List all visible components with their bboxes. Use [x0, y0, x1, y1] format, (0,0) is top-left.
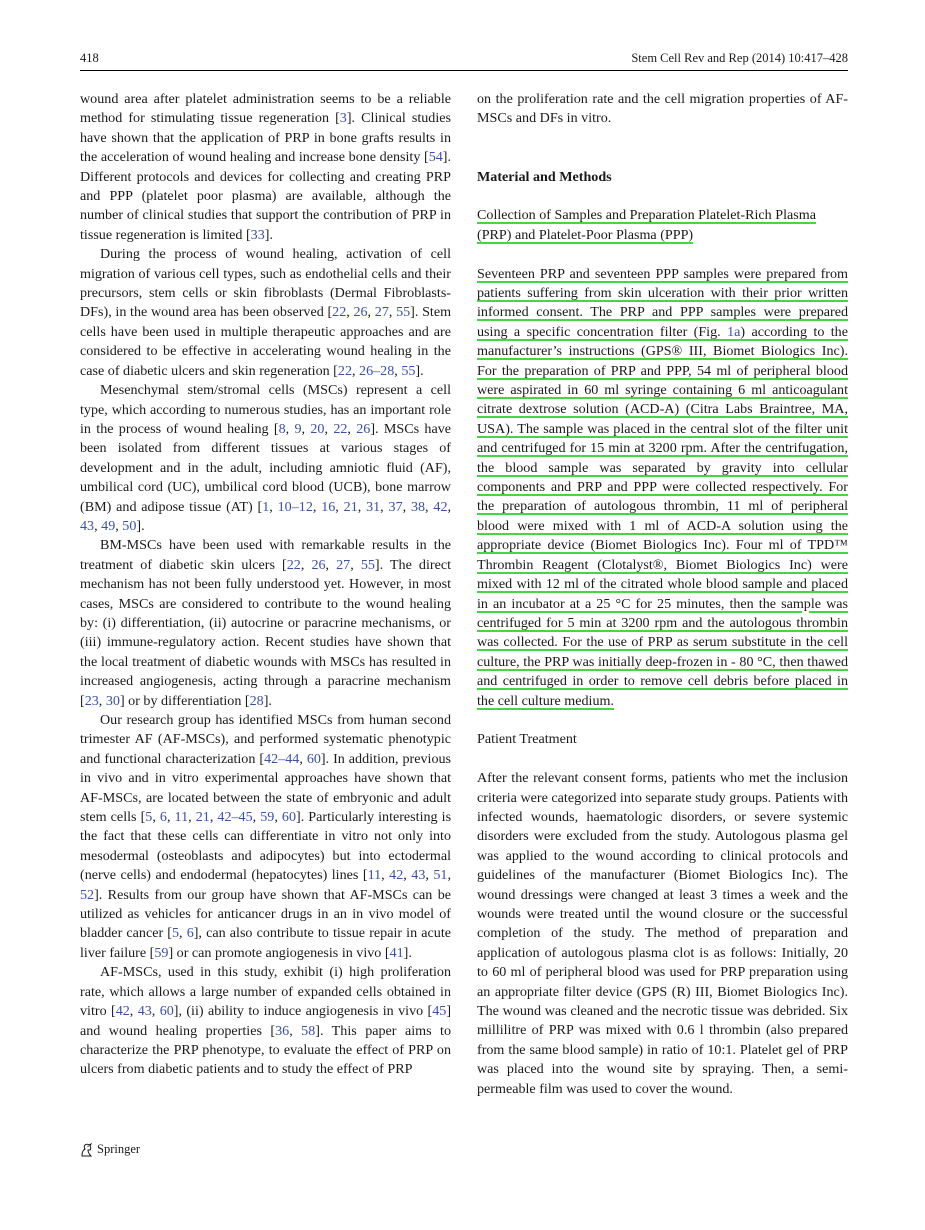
text-run: , [274, 809, 282, 826]
running-header [80, 51, 848, 71]
publisher-footer [80, 1142, 140, 1157]
text-run: ]. Results from our group have shown that AF-MSCs can be utilized as vehicles for anticancer drugs in an in vivo model of bladder cancer [ [80, 886, 451, 942]
text-run: , [299, 750, 307, 767]
text-run: , [346, 304, 354, 321]
text-run: After the relevant consent forms, patients who met the inclusion criteria were categorized into separate study groups. Patients with infected wounds, haematologic disorders, or severe systemic disorders were excluded from the study. Autologous plasma gel was applied to the wound according to clinical protocols and guidelines of the manufacturer (Biomet Biologics Inc). The wound dressings were changed at least 3 times a week and the wounds were treated until the wound closure or the successful completion of the study. The method of preparation and application of autologous plasma clot is as follows: Initially, 20 to 60 ml of peripheral blood was used for PRP preparation using an appropriate filter device (GPS (R) III, Biomet Biologics Inc). The wound was cleaned and the necrotic tissue was debrided. Six millilitre of PRP was mixed with 0.6 l thrombin (also prepared from the same blood sample) in ratio of 10:1. Platelet gel of PRP was placed into the wound site by spraying. Then, a semi- permeable film was used to cover the wound. [477, 770, 848, 1097]
citation-link[interactable]: 55 [401, 362, 416, 379]
text-run: , [301, 420, 311, 437]
text-run: , [403, 867, 412, 884]
citation-link[interactable]: 10–12 [277, 498, 313, 515]
citation-link[interactable]: 58 [301, 1022, 316, 1039]
citation-link[interactable]: 1 [262, 498, 270, 515]
paragraph [80, 711, 451, 963]
text-run: ]. [264, 226, 273, 243]
text-run: , [98, 692, 106, 709]
citation-link[interactable]: 6 [186, 925, 194, 942]
citation-link[interactable]: 9 [294, 420, 302, 437]
text-run: , [289, 1022, 302, 1039]
text-run: ] or by differentiation [ [119, 692, 250, 709]
citation-link[interactable]: 20 [310, 420, 325, 437]
citation-link[interactable]: 36 [275, 1022, 290, 1039]
paragraph [477, 769, 848, 1099]
text-run: ]. Stem cells have been used in multiple therapeutic approaches and are considered to be effective in accelerating wound healing in the case of diabetic ulcers and skin regeneration [ [80, 304, 452, 379]
citation-link[interactable]: 42 [433, 498, 448, 515]
subsection-heading-text: Collection of Samples and Preparation Platelet-Rich Plasma (PRP) and Platelet-Poor Plasma (PPP) [477, 207, 816, 243]
citation-link[interactable]: 11 [367, 867, 382, 884]
citation-link[interactable]: 50 [122, 517, 137, 534]
text-run: During the process of wound healing, activation of cell migration of various cell types, such as endothelial cells and their precursors, stem cells or skin fibroblasts (Dermal Fibroblasts-DFs), in the wound area has been observed [ [80, 246, 451, 321]
citation-link[interactable]: 59 [154, 944, 169, 961]
text-run: ], (ii) ability to induce angiogenesis in vivo [ [173, 1003, 433, 1020]
text-run: , [252, 809, 261, 826]
publisher-name: Springer [97, 1142, 141, 1156]
citation-link[interactable]: 52 [80, 886, 95, 903]
text-run: , [402, 498, 411, 515]
citation-link[interactable]: 27 [374, 304, 389, 321]
citation-link[interactable]: 11 [174, 809, 189, 826]
paragraph [80, 536, 451, 711]
citation-link[interactable]: 38 [410, 498, 426, 515]
text-run: , [115, 517, 123, 534]
text-run: , [151, 1003, 160, 1020]
citation-link[interactable]: 1a [727, 323, 741, 340]
citation-link[interactable]: 26 [311, 556, 326, 573]
citation-link[interactable]: 55 [396, 304, 411, 321]
text-run: ] and wound healing properties [ [80, 1003, 452, 1039]
text-run: ] or can promote angiogenesis in vivo [ [168, 944, 390, 961]
text-run: , [325, 556, 337, 573]
citation-link[interactable]: 33 [250, 226, 265, 243]
paragraph [80, 90, 451, 245]
text-run: ]. Particularly interesting is the fact that these cells can differentiate in vitro not only into mesodermal (osteoblasts and adipocytes) but into ectodermal (nerve cells) and endodermal (hepatocytes) lines [ [80, 809, 452, 884]
citation-link[interactable]: 45 [432, 1003, 447, 1020]
springer-horse-icon [80, 1143, 93, 1157]
text-run: Our research group has identified MSCs from human second trimester AF (AF-MSCs), and performed systematic phenotypic and functional characterization [ [80, 712, 451, 767]
citation-link[interactable]: 23 [84, 692, 99, 709]
text-run: ]. [403, 944, 412, 961]
text-run: , [285, 420, 295, 437]
text-run: BM-MSCs have been used with remarkable results in the treatment of diabetic skin ulcers [ [80, 537, 451, 573]
citation-link[interactable]: 22 [332, 304, 347, 321]
citation-link[interactable]: 31 [366, 498, 381, 515]
section-heading: Material and Methods [477, 168, 612, 185]
text-run: , [152, 809, 160, 826]
text-run: , [350, 556, 361, 573]
citation-link[interactable]: 5 [171, 925, 180, 942]
citation-link[interactable]: 60 [159, 1003, 174, 1020]
text-run: , [335, 498, 344, 515]
citation-link[interactable]: 21 [195, 809, 210, 826]
text-run: ]. Different protocols and devices for collecting and creating PRP and PPP (platelet poor plasma) are available, although the number of clinical studies that support the contribution of PRP in tissue regeneration is limited [ [80, 149, 451, 243]
citation-link[interactable]: 43 [137, 1003, 152, 1020]
citation-link[interactable]: 42–45 [217, 809, 253, 826]
page-number: 418 [80, 51, 99, 65]
paragraph [80, 381, 451, 536]
text-run: , [129, 1003, 138, 1020]
citation-link[interactable]: 41 [389, 944, 404, 961]
text-run: , [388, 304, 397, 321]
text-run: , [312, 498, 322, 515]
text-run: , [381, 867, 390, 884]
text-run: ]. [263, 692, 272, 709]
text-run: , [447, 867, 451, 884]
text-run: , [357, 498, 367, 515]
text-run: , [188, 809, 196, 826]
paragraph-highlighted [477, 265, 848, 711]
subsection-heading [477, 206, 848, 245]
citation-link[interactable]: 37 [388, 498, 403, 515]
citation-link[interactable]: 22 [333, 420, 348, 437]
citation-link[interactable]: 43 [80, 517, 95, 534]
citation-link[interactable]: 42–44 [264, 750, 300, 767]
text-run: , [179, 925, 187, 942]
text-run: , [425, 498, 434, 515]
citation-link[interactable]: 8 [278, 420, 286, 437]
citation-link[interactable]: 30 [105, 692, 120, 709]
citation-link[interactable]: 60 [306, 750, 321, 767]
text-run: , [94, 517, 102, 534]
text-run: , [351, 362, 360, 379]
paragraph [80, 245, 451, 381]
text-run: on the proliferation rate and the cell migration properties of AF-MSCs and DFs in vitro. [477, 91, 848, 127]
text-run: Seventeen PRP and seventeen PPP samples were prepared from patients suffering from skin ulceration with their prior written informed consent. The PRP and PPP samples were prepared using a specific concentration filter (Fig. [477, 265, 848, 340]
text-run: , [447, 498, 452, 515]
citation-link[interactable]: 43 [411, 867, 426, 884]
citation-link[interactable]: 5 [145, 809, 153, 826]
citation-link[interactable]: 55 [360, 556, 375, 573]
citation-link[interactable]: 22 [286, 556, 301, 573]
text-run: , [394, 362, 402, 379]
text-run: ], can also contribute to tissue repair in acute liver failure [ [80, 925, 452, 961]
text-run: ]. [415, 362, 424, 379]
citation-link[interactable]: 54 [428, 149, 443, 166]
paragraph [477, 90, 848, 129]
citation-link[interactable]: 60 [281, 809, 297, 826]
right-column [477, 90, 848, 1099]
text-run: , [166, 809, 175, 826]
text-run: , [380, 498, 389, 515]
text-run: , [269, 498, 278, 515]
citation-link[interactable]: 51 [433, 867, 448, 884]
text-run: , [367, 304, 375, 321]
citation-link[interactable]: 16 [321, 498, 336, 515]
citation-link[interactable]: 6 [159, 809, 167, 826]
citation-link[interactable]: 42 [389, 867, 404, 884]
subsection-heading: Patient Treatment [477, 731, 577, 748]
citation-link[interactable]: 42 [115, 1003, 130, 1020]
citation-link[interactable]: 27 [336, 556, 351, 573]
citation-link[interactable]: 59 [260, 809, 275, 826]
text-run: , [347, 420, 357, 437]
text-run: , [425, 867, 434, 884]
text-run: , [300, 556, 312, 573]
text-run: Mesenchymal stem/stromal cells (MSCs) represent a cell type, which according to numerous studies, has an important role in the process of wound healing [ [80, 382, 451, 437]
journal-citation: Stem Cell Rev and Rep (2014) 10:417–428 [631, 51, 848, 65]
text-run: ]. MSCs have been isolated from different tissues at various stages of development and in the adult, including amniotic fluid (AF), umbilical cord (UC), umbilical cord blood (UCB), bone marrow (BM) and adipose tissue (AT) [ [80, 420, 452, 515]
paragraph [80, 963, 451, 1079]
text-run: , [209, 809, 218, 826]
citation-link[interactable]: 26 [353, 304, 368, 321]
text-run: ]. In addition, previous in vivo and in vitro experimental approaches have shown that AF-MSCs, are located between the state of embryonic and adult stem cells [ [80, 750, 452, 826]
citation-link[interactable]: 49 [101, 517, 116, 534]
citation-link[interactable]: 3 [339, 110, 347, 127]
text-run: , [324, 420, 334, 437]
text-run: ) according to the manufacturer’s instructions (GPS® III, Biomet Biologics Inc). For the preparation of PRP and PPP, 54 ml of peripheral blood were aspirated in 60 ml syringe containing 6 ml anticoagulant citrate dextrose solution (ACD-A) (Citra Labs Braintree, MA, USA). The sample was placed in the central slot of the filter unit and centrifuged for 15 min at 3200 rpm. After the centrifugation, the blood sample was separated by gravity into cellular components and PRP and PPP were collected respectively. For the preparation of autologous thrombin, 11 ml of peripheral blood were mixed with 1 ml of ACD-A solution using the appropriate device (Biomet Biologics Inc). Four ml of TPD™ Thrombin Reagent (Clotalyst®, Biomet Biologics Inc) were mixed with 12 ml of the citrated whole blood sample and placed in an incubator at a 25 °C for 25 minutes, then the sample was centrifuged for 5 min at 3200 rpm and the autologous thrombin was collected. For the use of PRP as serum substitute in the cell culture, the PRP was initially deep-frozen in - 80 °C, then thawed and centrifuged in order to remove cell debris before placed in the cell culture medium. [477, 323, 848, 709]
left-column [80, 90, 451, 1080]
citation-link[interactable]: 26 [356, 420, 371, 437]
text-run: wound area after platelet administration seems to be a reliable method for stimulating tissue regeneration [ [80, 91, 451, 127]
text-run: ]. Clinical studies have shown that the application of PRP in bone grafts results in the acceleration of wound healing and increase bone density [ [80, 110, 451, 166]
citation-link[interactable]: 22 [337, 362, 352, 379]
text-run: ]. This paper aims to characterize the PRP phenotype, to evaluate the effect of PRP on ulcers from diabetic patients and to study the effect of PRP [80, 1022, 451, 1078]
citation-link[interactable]: 21 [343, 498, 358, 515]
citation-link[interactable]: 28 [249, 692, 264, 709]
text-run: ]. The direct mechanism has not been fully understood yet. However, in most cases, MSCs are considered to contribute to the wound healing by: (i) differentiation, (ii) autocrine or paracrine mechanisms, or (iii) immune-regulatory action. Recent studies have shown that the local treatment of diabetic wounds with MSCs has resulted in increased angiogenesis, acting through a paracrine mechanism [ [80, 556, 451, 709]
text-run: AF-MSCs, used in this study, exhibit (i) high proliferation rate, which allows a large number of expanded cells obtained in vitro [ [80, 964, 451, 1020]
text-run: ]. [136, 517, 145, 534]
citation-link[interactable]: 26–28 [359, 362, 395, 379]
